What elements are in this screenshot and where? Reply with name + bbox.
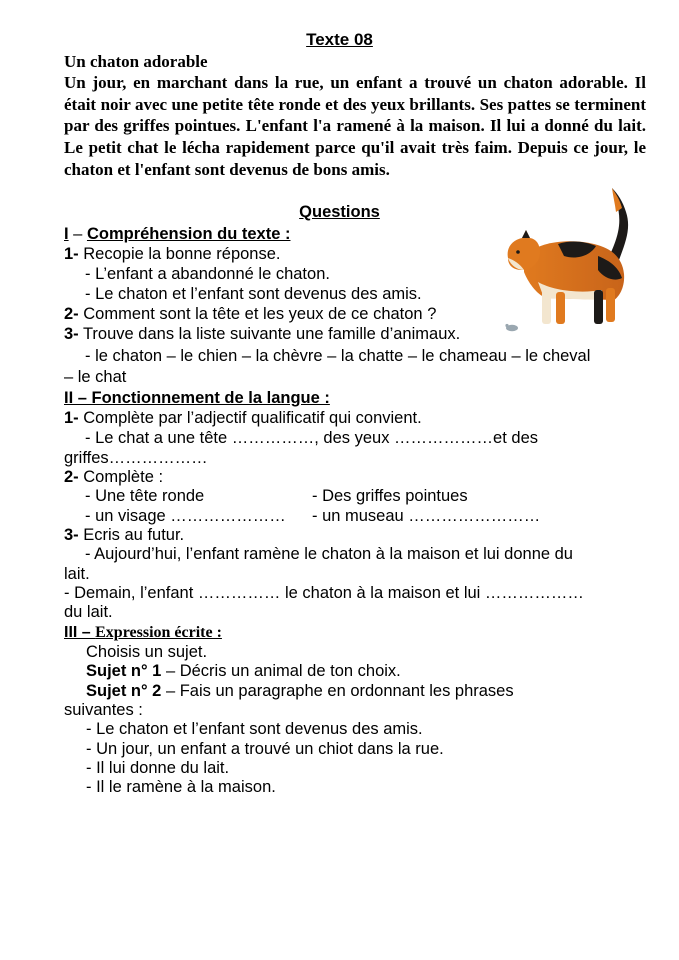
s2-q2-row2-right: - un museau ……………………	[312, 507, 541, 525]
s1-q3-animal-list: - le chaton – le chien – la chèvre – la chatte – le chameau – le cheval	[85, 347, 591, 365]
s2-q3-fill-in-cont: du lait.	[64, 603, 113, 621]
questions-heading: Questions	[299, 203, 380, 221]
s1-question-2	[64, 304, 436, 324]
section1-title: Compréhension du texte :	[86, 225, 291, 243]
page-title: Texte 08	[306, 30, 373, 49]
section3-number: III –	[64, 624, 96, 641]
story-title: Un chaton adorable	[64, 52, 208, 71]
s2-q2-text: Complète :	[78, 468, 164, 486]
s2-q3-sentence-cont: lait.	[64, 565, 90, 583]
s2-q1-text: Complète par l’adjectif qualificatif qui convient.	[78, 409, 422, 427]
s1-q2-text: Comment sont la tête et les yeux de ce chaton ?	[78, 305, 437, 323]
story-text: Un jour, en marchant dans la rue, un enfant a trouvé un chaton adorable. Il était noir avec une petite tête ronde et des yeux brillants. Ses pattes se terminent par des griffes pointues. L'enfant l'a ramené à la maison. Il lui a donné du lait. Le petit chat le lécha rapidement parce qu'il avait très faim. Depuis ce jour, le chaton et l'enfant sont devenus de bons amis.	[64, 73, 646, 179]
s2-q3-sentence: - Aujourd’hui, l’enfant ramène le chaton à la maison et lui donne du	[85, 545, 573, 563]
s3-subject2-cont: suivantes :	[64, 701, 143, 719]
s3-subject2-label: Sujet n° 2	[86, 682, 162, 700]
s3-subject2-text: – Fais un paragraphe en ordonnant les phrases	[161, 682, 514, 700]
cat-leg	[606, 288, 615, 322]
s2-q3-fill-in: - Demain, l’enfant …………… le chaton à la maison et lui ………………	[64, 584, 584, 602]
s1-q3-text: Trouve dans la liste suivante une famille d’animaux.	[78, 325, 461, 343]
section1-number: I	[64, 225, 69, 243]
cat-eye	[516, 250, 520, 254]
s1-q1-option: - L’enfant a abandonné le chaton.	[85, 265, 330, 283]
s2-question-3	[64, 525, 184, 545]
s3-subject-1	[86, 661, 401, 681]
s3-sentence: - Le chaton et l’enfant sont devenus des amis.	[86, 720, 423, 738]
cat-ear	[522, 230, 530, 238]
section1-dash: –	[68, 225, 87, 243]
s1-q2-number: 2-	[64, 305, 79, 323]
s2-q3-text: Ecris au futur.	[78, 526, 185, 544]
s1-q3-animal-list-cont: – le chat	[64, 368, 127, 386]
cat-leg	[556, 292, 565, 324]
s3-choose: Choisis un sujet.	[86, 643, 208, 661]
mouse-ear	[505, 324, 508, 327]
s3-sentence: - Il lui donne du lait.	[86, 759, 230, 777]
s1-question-3	[64, 324, 460, 344]
s2-q2-row2-left: - un visage …………………	[85, 507, 286, 525]
s2-q2-number: 2-	[64, 468, 79, 486]
s3-subject1-label: Sujet n° 1	[86, 662, 162, 680]
section2-heading: II – Fonctionnement de la langue :	[64, 389, 330, 407]
s3-sentence: - Il le ramène à la maison.	[86, 778, 276, 796]
s2-q2-row1-right: - Des griffes pointues	[312, 487, 468, 505]
s2-q1-exercise: - Le chat a une tête ……………, des yeux ………………et des	[85, 429, 539, 447]
s2-question-1	[64, 408, 422, 428]
cat-leg	[542, 290, 551, 324]
cat-illustration	[498, 186, 648, 336]
s1-q1-text: Recopie la bonne réponse.	[78, 245, 281, 263]
s2-q1-number: 1-	[64, 409, 79, 427]
s1-q1-option: - Le chaton et l’enfant sont devenus des amis.	[85, 285, 422, 303]
s3-subject-2	[86, 681, 514, 701]
section1-heading	[64, 224, 290, 244]
s1-q3-number: 3-	[64, 325, 79, 343]
s1-question-1	[64, 244, 280, 264]
s1-q1-number: 1-	[64, 245, 79, 263]
s3-subject1-text: – Décris un animal de ton choix.	[161, 662, 401, 680]
s2-q2-row1-left: - Une tête ronde	[85, 487, 205, 505]
s2-question-2	[64, 467, 163, 487]
s2-q1-exercise-cont: griffes………………	[64, 449, 208, 467]
s2-q3-number: 3-	[64, 526, 79, 544]
s3-sentence: - Un jour, un enfant a trouvé un chiot dans la rue.	[86, 740, 444, 758]
section3-heading	[64, 623, 222, 643]
section3-title: Expression écrite :	[95, 624, 222, 641]
cat-leg	[594, 290, 603, 324]
